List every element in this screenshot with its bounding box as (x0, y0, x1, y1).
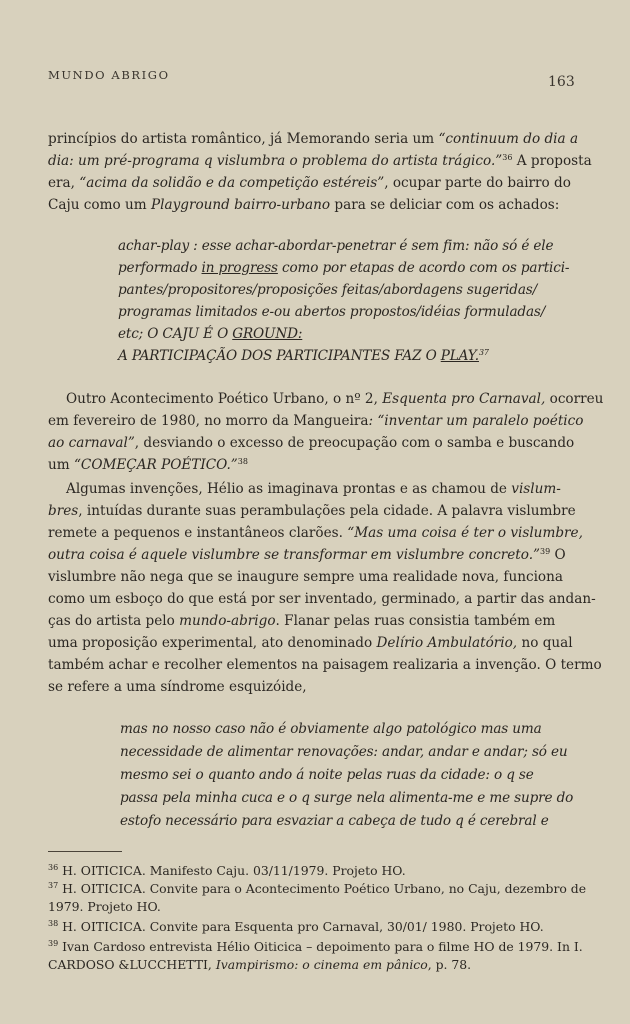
footnote-ref: 37 (478, 348, 489, 357)
running-head: MUNDO ABRIGO (48, 68, 170, 82)
footnote-36: $^{36}$ H. OITICICA. Manifesto Caju. 03/11/1979. Projeto HO. (48, 863, 406, 878)
paragraph-line: bres, intuídas durante suas perambulações pela cidade. A palavra vislumbre (48, 503, 576, 519)
paragraph-line: Algumas invenções, Hélio as imaginava prontas e as chamou de vislum- (66, 481, 561, 497)
page-number: 163 (548, 74, 575, 90)
quote-line: etc; O CAJU É O GROUND: (118, 326, 303, 342)
paragraph-line: ças do artista pelo mundo-abrigo. Flanar pelas ruas consistia também em (48, 613, 556, 629)
paragraph-line: Caju como um Playground bairro-urbano para se deliciar com os achados: (48, 197, 560, 213)
quote-line: necessidade de alimentar renovações: andar, andar e andar; só eu (120, 744, 568, 760)
footnote-39-cont: CARDOSO &LUCCHETTI, Ivampirismo: o cinema em pânico, p. 78. (48, 957, 472, 972)
quote-line: mas no nosso caso não é obviamente algo patológico mas uma (120, 721, 542, 737)
paragraph-line: Outro Acontecimento Poético Urbano, o nº 2, Esquenta pro Carnaval, ocorreu (66, 391, 604, 407)
quote-line: passa pela minha cuca e o q surge nela alimenta-me e me supre do (120, 790, 574, 806)
quote-line: mesmo sei o quanto ando á noite pelas ruas da cidade: o q se (120, 767, 534, 783)
footnote-ref: 36 (502, 153, 513, 162)
paragraph-line: remete a pequenos e instantâneos clarões. “Mas uma coisa é ter o vislumbre, (48, 525, 583, 541)
footnote-39: $^{39}$ Ivan Cardoso entrevista Hélio Oiticica – depoimento para o filme HO de 1979. In I. (48, 939, 583, 954)
quote-line: programas limitados e-ou abertos propostos/idéias formuladas/ (118, 304, 546, 320)
paragraph-line: em fevereiro de 1980, no morro da Mangueira: “inventar um paralelo poético (48, 413, 584, 429)
footnote-38: $^{38}$ H. OITICICA. Convite para Esquenta pro Carnaval, 30/01/ 1980. Projeto HO. (48, 919, 544, 934)
paragraph-line: uma proposição experimental, ato denominado Delírio Ambulatório, no qual (48, 635, 573, 651)
footnote-ref: 38 (237, 457, 248, 466)
quote-line: pantes/propositores/proposições feitas/abordagens sugeridas/ (118, 282, 538, 298)
footnote-37: $^{37}$ H. OITICICA. Convite para o Acontecimento Poético Urbano, no Caju, dezembro de (48, 881, 587, 896)
footnote-divider (48, 851, 122, 852)
footnote-ref: 39 (540, 547, 551, 556)
quote-line: estofo necessário para esvaziar a cabeça de tudo q é cerebral e (120, 813, 549, 829)
paragraph-line: dia: um pré-programa q vislumbra o problema do artista trágico.”$^{36}$ A proposta (48, 153, 592, 169)
paragraph-line: vislumbre não nega que se inaugure sempre uma realidade nova, funciona (48, 569, 563, 585)
paragraph-line: também achar e recolher elementos na paisagem realizaria a invenção. O termo (48, 657, 602, 673)
quote-line: A PARTICIPAÇÃO DOS PARTICIPANTES FAZ O PLAY.$^{37}$ (118, 348, 489, 364)
paragraph-line: era, “acima da solidão e da competição estéreis”, ocupar parte do bairro do (48, 175, 571, 191)
paragraph-line: ao carnaval”, desviando o excesso de preocupação com o samba e buscando (48, 435, 575, 451)
footnote-37-cont: 1979. Projeto HO. (48, 899, 161, 914)
paragraph-line: se refere a uma síndrome esquizóide, (48, 679, 307, 695)
quote-line: performado in progress como por etapas de acordo com os partici- (118, 260, 570, 276)
quote-line: achar-play : esse achar-abordar-penetrar é sem fim: não só é ele (118, 238, 554, 254)
paragraph-line: princípios do artista romântico, já Memorando seria um “continuum do dia a (48, 131, 579, 147)
paragraph-line: como um esboço do que está por ser inventado, germinado, a partir das andan- (48, 591, 596, 607)
paragraph-line: outra coisa é aquele vislumbre se transformar em vislumbre concreto.”$^{39}$ O (48, 547, 566, 563)
paragraph-line: um “COMEÇAR POÉTICO.”$^{38}$ (48, 457, 248, 473)
